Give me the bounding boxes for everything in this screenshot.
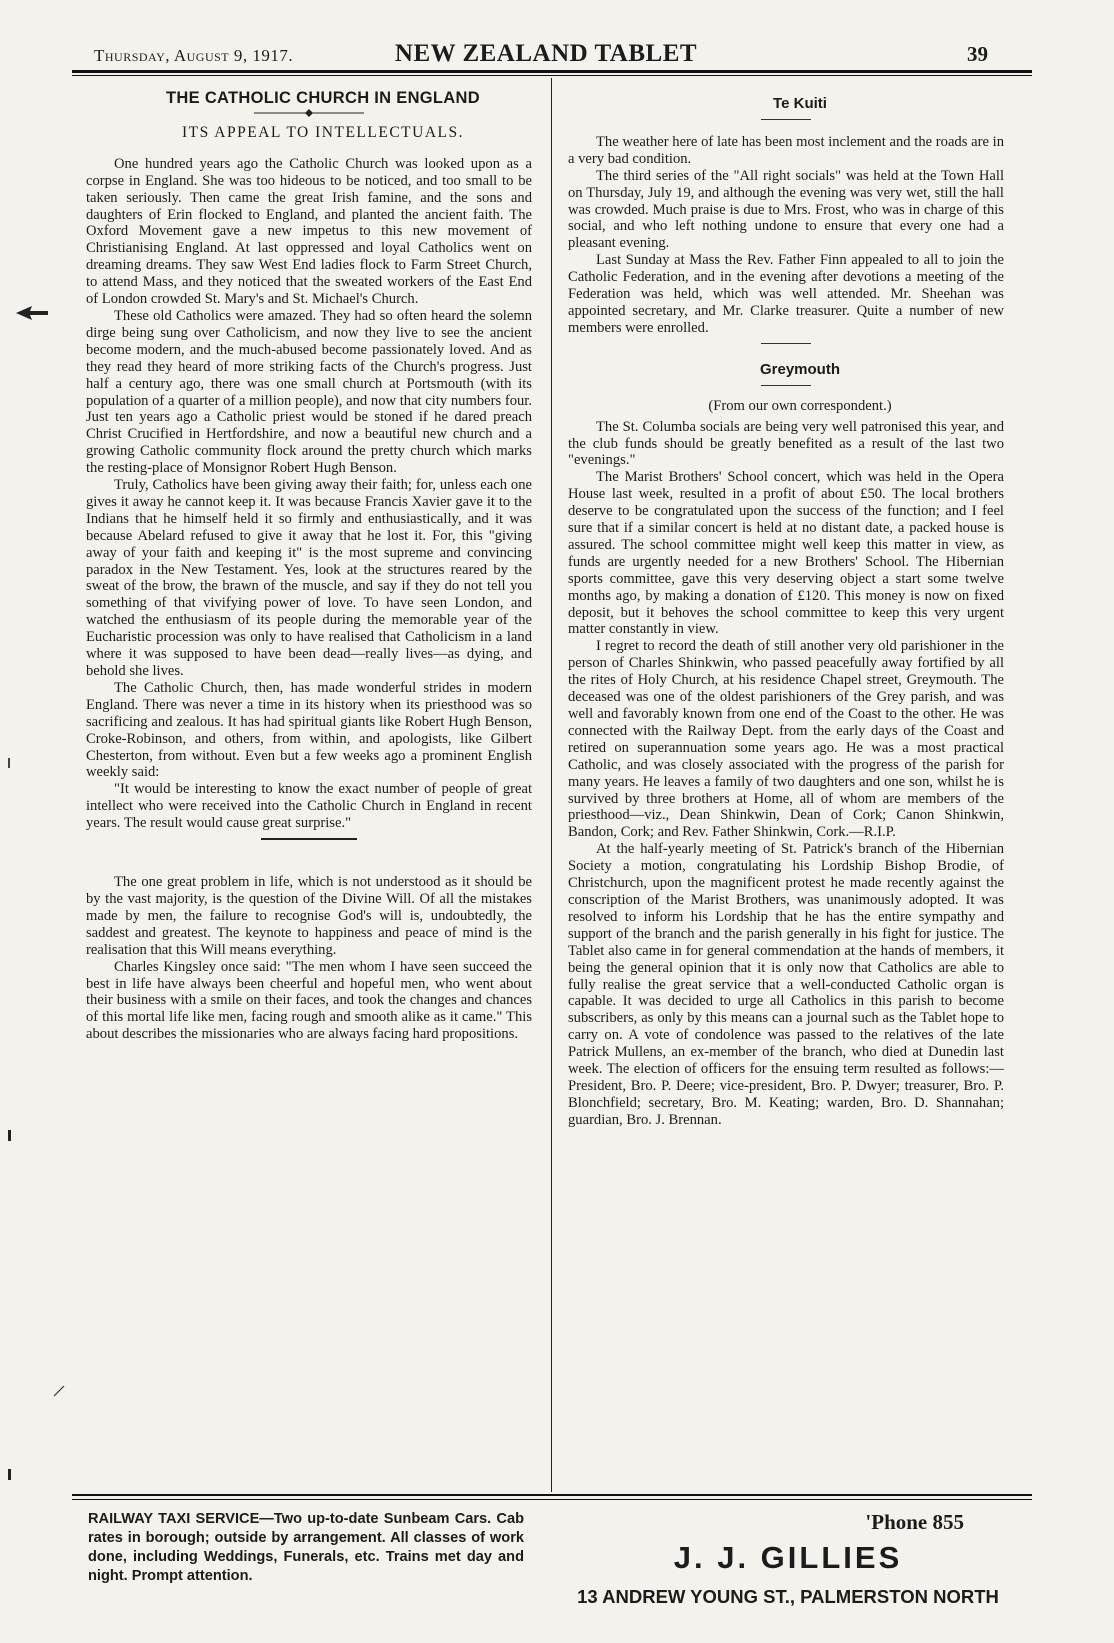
advert-address: 13 ANDREW YOUNG ST., PALMERSTON NORTH [577,1586,999,1607]
greymouth-headline: Greymouth [759,360,840,378]
te-kuiti-paragraph: The third series of the "All right socials" was held at the Town Hall on Thursday, July 19, and although the evening was very wet, still the hall was crowded. Much praise is due to Mrs. Frost, who was in charge of this social, and who left nothing undone to ensure that every one had a pleasant evening. [568,167,1004,252]
article-subhead: ITS APPEAL TO INTELLECTUALS. [182,123,464,141]
pencil-mark-icon [52,1384,66,1398]
header-rule [72,70,1032,73]
article-paragraph: The one great problem in life, which is not understood as it should be by the vast majority, is the question of the Divine Will. Of all the mistakes made by men, the failure to recognise God's will is, undoubtedly, the saddest and greatest. The keynote to happiness and peace of mind is the realisation that this Will means everything. [86,874,532,958]
advert-text: RAILWAY TAXI SERVICE—Two up-to-date Sunbeam Cars. Cab rates in borough; outside by arrangement. All classes of work done, including Weddings, Funerals, etc. Trains met day and night. Prompt attention. [88,1511,524,1584]
section-separator [761,343,811,344]
article-quote: "It would be interesting to know the exact number of people of great intellect who were received into the Catholic Church in England in recent years. The result would cause great surprise." [86,781,532,832]
te-kuiti-paragraph: Last Sunday at Mass the Rev. Father Finn appealed to all to join the Catholic Federation, and in the evening after devotions a meeting of the Federation was held, which was well attended. Mr. Sheehan was appointed secretary, and Mr. Clarke treasurer. Quite a number of new members were enrolled. [568,252,1004,336]
article-paragraph: One hundred years ago the Catholic Church was looked upon as a corpse in England. She was too hideous to be noticed, and too small to be taken seriously. Then came the great Irish famine, and the sons and daughters of Erin flocked to England, and planted the ancient faith. The Oxford Movement gave a new impetus to this new movement of Christianising England. At last oppressed and loyal Catholics went on dreaming dreams. They saw West End ladies flock to Farm Street Church, to attend Mass, and they noticed that the sweated workers of the East End of London crowded St. Mary's and St. Michael's Church. [86,155,532,308]
margin-tick-icon [8,1130,11,1141]
pointing-hand-icon [14,302,50,324]
te-kuiti-paragraph: The weather here of late has been most inclement and the roads are in a very bad condition. [568,133,1004,167]
page-header [66,40,1026,70]
greymouth-paragraph: At the half-yearly meeting of St. Patrick's branch of the Hibernian Society a motion, congratulating his Lordship Bishop Brodie, of Christchurch, upon the magnificent protest he made recently against the conscription of the Marist Brothers, was unanimously adopted. It was resolved to inform his Lordship that he has the entire sympathy and support of the branch and the parish generally in his fight for justice. The Tablet also came in for general commendation at the hands of members, it being the general opinion that it is only now that Catholics are able to fully realise the great service that a well-conducted Catholic organ is capable. It was decided to urge all Catholics in this parish to become subscribers, as only by this means can a journal such as the Tablet hope to carry on. A vote of condolence was passed to the relatives of the late Patrick Mullens, an ex-member of the branch, who died at Dunedin last week. The election of officers for the ensuing term resulted as follows:—President, Bro. P. Deere; vice-president, Bro. P. Dwyer; treasurer, Bro. P. Blonchfield; secretary, Bro. M. Keating; warden, Bro. D. Shannahan; guardian, Bro. J. Brennan. [568,841,1004,1128]
left-column [86,90,532,1043]
headline-rule [761,385,811,386]
header-title: NEW ZEALAND TABLET [394,40,698,67]
article-headline: THE CATHOLIC CHURCH IN ENGLAND [166,89,480,107]
greymouth-paragraph: The Marist Brothers' School concert, which was held in the Opera House last week, resulted in a profit of about £50. The local brothers deserve to be congratulated upon the success of the function; and I feel sure that if a similar concert is held at no distant date, a packed house is assured. The school committee might well keep this matter in view, as funds are urgently needed for a new Brothers' School. The Hibernian sports committee, gave this very deserving object a start some twelve months ago, by making a donation of £120. This money is now on fixed deposit, but it behoves the school committee to keep this very urgent matter constantly in view. [568,469,1004,638]
greymouth-paragraph: I regret to record the death of still another very old parishioner in the person of Charles Shinkwin, who passed peacefully away fortified by all the rites of Holy Church, at his residence Chapel street, Greymouth. The deceased was one of the oldest parishioners of the Grey parish, and was well and favorably known from one end of the Coast to the other. He was connected with the Railway Dept. from the early days of the Coast and retired on superannuation some years ago. He was a most practical Catholic, and was closely associated with the progress of the parish for many years. He leaves a family of two daughters and one son, whilst he is survived by three brothers at Home, all of whom are members of the priesthood—viz., Dean Shinkwin, Dean of Cork; Canon Shinkwin, Bandon, Cork; and Rev. Father Shinkwin, Cork.—R.I.P. [568,638,1004,841]
margin-tick-icon [8,758,10,768]
header-page-number: 39 [967,42,988,66]
margin-tick-icon [8,1469,11,1480]
greymouth-paragraph: The St. Columba socials are being very well patronised this year, and the club funds should be greatly benefited as a result of the last two "evenings." [568,418,1004,469]
article-paragraph: Charles Kingsley once said: "The men whom I have seen succeed the best in life have always been cheerful and hopeful men, who went about their business with a smile on their faces, and took the changes and chances of this mortal life like men, facing rough and smooth alike as it came." This about describes the missionaries who are always facing hard propositions. [86,958,532,1043]
article-paragraph: These old Catholics were amazed. They had so often heard the solemn dirge being sung over Catholicism, and now they live to see the ancient become modern, and the much-abused become passionately loved. And as they read they heard of more striking facts of the Church's progress. Just half a century ago, there was one small church at Portsmouth (with its population of a quarter of a million people), and now that city numbers four. Just ten years ago a Catholic priest would be stoned if he dared preach Christ Crucified in Hertfordshire, and now a beautiful new church and a growing Catholic community flock around the pretty church which marks the resting-place of Monsignor Robert Hugh Benson. [86,307,532,477]
advert-rule-thin [72,1499,1032,1500]
te-kuiti-headline: Te Kuiti [773,95,827,112]
column-divider [551,78,552,1492]
article-paragraph: Truly, Catholics have been giving away their faith; for, unless each one gives it away he cannot keep it. It was because Francis Xavier gave it to the Indians that he himself held it so firmly and enthusiastically, and it was because Abelard refused to give it away that he lost it. For, this "giving away of your faith and keeping it" is the most supreme and convincing paradox in the New Testament. Yes, look at the structures reared by the sweat of the brow, the brawn of the muscle, and say if they do not tell you something of that vivifying power of love. To have seen London, and watched the enthusiasm of its people during the memorable year of the Eucharistic procession was only to have realised that Catholicism in a land where it was supposed to have been dead—really lives—as dying, and behold she lives. [86,477,532,679]
header-date: Thursday, August 9, 1917. [94,46,294,65]
ornament-rule-icon [254,107,364,119]
advert-rule [72,1494,1032,1496]
advert-name: J. J. GILLIES [673,1540,903,1575]
headline-rule [761,119,811,120]
greymouth-byline: (From our own correspondent.) [708,397,892,414]
advert-phone: 'Phone 855 [865,1510,964,1534]
article-paragraph: The Catholic Church, then, has made wonderful strides in modern England. There was never a time in its history when its priesthood was so sacrificing and zealous. It has had spiritual giants like Robert Hugh Benson, Croke-Robinson, and others, from within, and apologists, like Gilbert Chesterton, from without. Even but a few weeks ago a prominent English weekly said: [86,679,532,781]
header-rule-thin [72,75,1032,76]
right-column [568,96,1004,1129]
